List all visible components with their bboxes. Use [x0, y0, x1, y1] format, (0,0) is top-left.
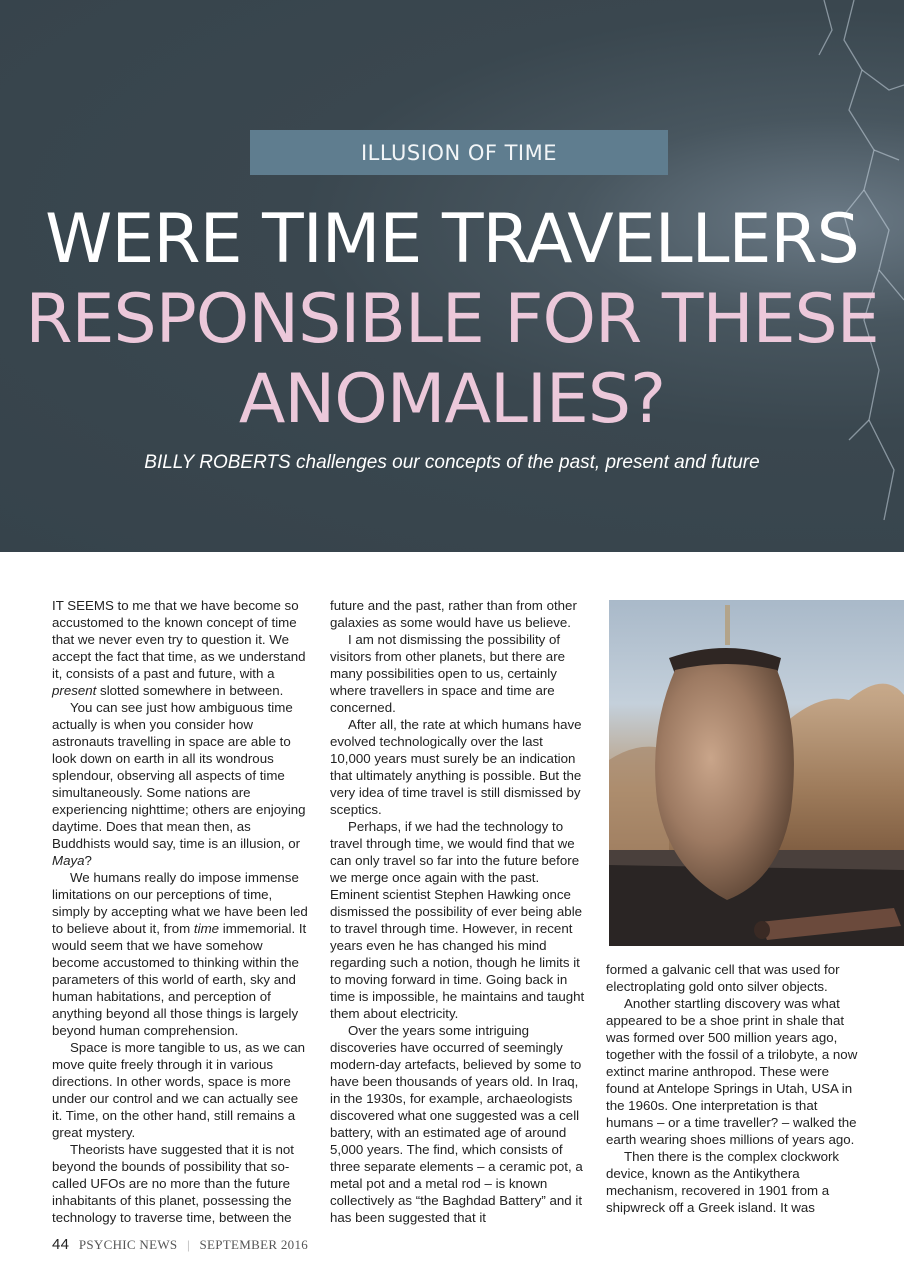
- headline-line-2: RESPONSIBLE FOR THESE: [25, 280, 879, 359]
- text: immemorial. It would seem that we have somehow become accustomed to thinking within the parameters of this world of earth, sky and human habitations, and perception of anything beyond all those things is largely beyond human comprehension.: [52, 921, 307, 1038]
- paragraph: [52, 869, 308, 1039]
- headline: [0, 200, 904, 440]
- paragraph: Another startling discovery was what appeared to be a shoe print in shale that was formed over 500 million years ago, together with the fossil of a trilobyte, a now extinct marine anthropod. These were found at Antelope Springs in Utah, USA in the 1960s. One interpretation is that humans – or a time traveller? – walked the earth wearing shoes millions of years ago.: [606, 996, 858, 1147]
- headline-line-3: ANOMALIES?: [238, 360, 666, 439]
- hero-banner: [0, 0, 904, 552]
- headline-line-1: WERE TIME TRAVELLERS: [45, 200, 859, 279]
- text: slotted somewhere in between.: [96, 683, 284, 698]
- baghdad-battery-photo: [609, 600, 904, 946]
- publication-name: PSYCHIC NEWS: [78, 1237, 178, 1252]
- paragraph: I am not dismissing the possibility of visitors from other planets, but there are many possibilities open to us, certainly where travellers in space and time are concerned.: [330, 632, 566, 715]
- article-column-2: [330, 597, 585, 1226]
- paragraph: Space is more tangible to us, as we can move quite freely through it in various directions. In other words, space is more under our control and we can actually see it. Time, on the other hand, still remains a great mystery.: [52, 1040, 306, 1140]
- section-kicker: ILLUSION OF TIME: [250, 130, 668, 175]
- article-column-3: [606, 961, 861, 1216]
- emphasis: present: [52, 683, 97, 698]
- paragraph: Theorists have suggested that it is not beyond the bounds of possibility that so-called UFOs are no more than the future inhabitants of this planet, possessing the technology to traverse time, between the: [52, 1142, 294, 1225]
- paragraph: future and the past, rather than from other galaxies as some would have us believe.: [330, 598, 577, 630]
- text: IT SEEMS to me that we have become so accustomed to the known concept of time that we never even try to question it. We accept the fact that time, as we understand it, consists of a past and future, with a: [52, 598, 306, 681]
- issue-date: SEPTEMBER 2016: [199, 1237, 309, 1252]
- paragraph: Perhaps, if we had the technology to travel through time, we would find that we can only travel so far into the future before we merge once again with the past. Eminent scientist Stephen Hawking once dismissed the possibility of ever being able to travel through time. However, in recent years even he has changed his mind regarding such a notion, though he limits it to moving forward in time. Going back in time is impossible, he maintains and taught them about electricity.: [330, 819, 585, 1021]
- text: We humans really do impose immense limitations on our perceptions of time, simply by accepting what we have been led to believe about it, from: [52, 870, 308, 936]
- paragraph: Then there is the complex clockwork device, known as the Antikythera mechanism, recovered in 1901 from a shipwreck off a Greek island. It was: [606, 1149, 840, 1215]
- standfirst: BILLY ROBERTS challenges our concepts of the past, present and future: [144, 452, 760, 473]
- page-footer: [52, 1236, 308, 1253]
- paragraph: Over the years some intriguing discoveries have occurred of seemingly modern-day artefacts, believed by some to have been thousands of years old. In Iraq, in the 1930s, for example, archaeologists discovered what one suggested was a cell battery, with an estimated age of around 5,000 years. The find, which consists of three separate elements – a ceramic pot, a metal pot and a metal rod – is known collectively as “the Baghdad Battery” and it has been suggested that it: [330, 1023, 583, 1225]
- emphasis: time: [193, 921, 220, 936]
- paragraph: [52, 597, 308, 699]
- text: ?: [84, 853, 92, 868]
- footer-separator: |: [187, 1237, 190, 1252]
- paragraph: formed a galvanic cell that was used for electroplating gold onto silver objects.: [606, 962, 840, 994]
- paragraph: [52, 699, 308, 869]
- emphasis: Maya: [52, 853, 85, 868]
- paragraph: After all, the rate at which humans have evolved technologically over the last 10,000 years must surely be an indication that ultimately anything is possible. But the very idea of time travel is still dismissed by sceptics.: [330, 717, 582, 817]
- text: You can see just how ambiguous time actually is when you consider how astronauts travelling in space are able to look down on earth in all its wondrous splendour, observing all aspects of time simultaneously. Some nations are experiencing nighttime; others are enjoying daytime. Does that mean then, as Buddhists would say, time is an illusion, or: [52, 700, 306, 851]
- page-number: 44: [52, 1236, 70, 1253]
- article-column-1: [52, 597, 308, 1226]
